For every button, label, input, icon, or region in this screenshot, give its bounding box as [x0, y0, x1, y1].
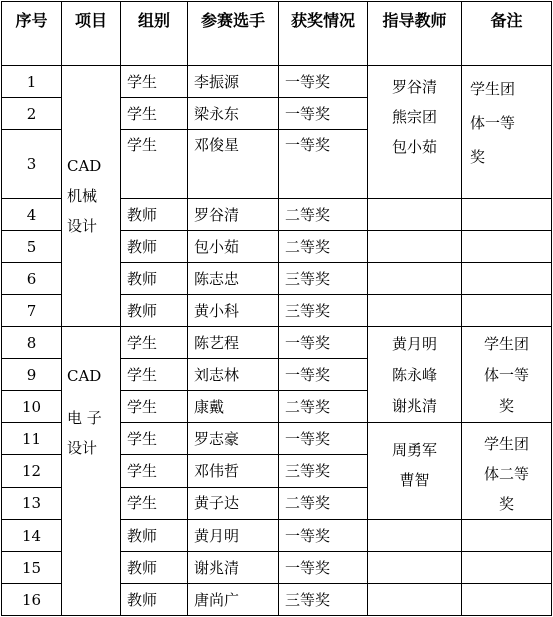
group-cell: 教师: [121, 295, 188, 327]
contestant-cell: 康戴: [188, 391, 279, 423]
award-cell: 二等奖: [279, 231, 368, 263]
note-group-2: 学生团 体一等 奖: [462, 327, 552, 423]
award-cell: 一等奖: [279, 552, 368, 584]
note-group-1: 学生团 体一等 奖: [462, 66, 552, 199]
row-number: 16: [2, 584, 62, 616]
project-cad-electronic: CAD 电 子 设计: [62, 327, 121, 616]
header-cell: 序号: [2, 2, 62, 66]
header-cell: 备注: [462, 2, 552, 66]
contestant-cell: 刘志林: [188, 359, 279, 391]
row-number: 11: [2, 423, 62, 455]
advisor-cell-empty: [368, 295, 462, 327]
group-cell: 学生: [121, 98, 188, 130]
group-cell: 学生: [121, 359, 188, 391]
contestant-cell: 黄小科: [188, 295, 279, 327]
group-cell: 学生: [121, 66, 188, 98]
group-cell: 学生: [121, 423, 188, 455]
award-cell: 一等奖: [279, 423, 368, 455]
award-cell: 一等奖: [279, 98, 368, 130]
contestant-cell: 唐尚广: [188, 584, 279, 616]
award-cell: 一等奖: [279, 520, 368, 552]
award-cell: 二等奖: [279, 199, 368, 231]
contestant-cell: 谢兆清: [188, 552, 279, 584]
group-cell: 学生: [121, 327, 188, 359]
header-cell: 项目: [62, 2, 121, 66]
project-cad-mechanical: CAD 机械 设计: [62, 66, 121, 327]
contestant-cell: 梁永东: [188, 98, 279, 130]
row-number: 2: [2, 98, 62, 130]
row-number: 15: [2, 552, 62, 584]
contestant-cell: 陈志忠: [188, 263, 279, 295]
header-cell: 获奖情况: [279, 2, 368, 66]
row-number: 12: [2, 455, 62, 487]
group-cell: 教师: [121, 584, 188, 616]
advisor-cell-empty: [368, 584, 462, 616]
row-number: 1: [2, 66, 62, 98]
note-group-3: 学生团 体二等 奖: [462, 423, 552, 520]
row-number: 8: [2, 327, 62, 359]
note-cell-empty: [462, 199, 552, 231]
note-cell-empty: [462, 552, 552, 584]
group-cell: 学生: [121, 130, 188, 199]
row-number: 5: [2, 231, 62, 263]
note-cell-empty: [462, 295, 552, 327]
row-number: 3: [2, 130, 62, 199]
contestant-cell: 黄子达: [188, 487, 279, 519]
contestant-cell: 黄月明: [188, 520, 279, 552]
group-cell: 学生: [121, 487, 188, 519]
row-number: 7: [2, 295, 62, 327]
note-cell-empty: [462, 231, 552, 263]
header-cell: 指导教师: [368, 2, 462, 66]
advisor-group-1: 罗谷清 熊宗团 包小茹: [368, 66, 462, 199]
award-cell: 三等奖: [279, 584, 368, 616]
award-cell: 一等奖: [279, 130, 368, 199]
row-number: 6: [2, 263, 62, 295]
advisor-cell-empty: [368, 199, 462, 231]
note-cell-empty: [462, 584, 552, 616]
table-row: [2, 66, 552, 98]
award-cell: 二等奖: [279, 391, 368, 423]
group-cell: 教师: [121, 552, 188, 584]
group-cell: 教师: [121, 520, 188, 552]
award-cell: 二等奖: [279, 487, 368, 519]
group-cell: 教师: [121, 231, 188, 263]
advisor-group-3: 周勇军 曹智: [368, 423, 462, 520]
row-number: 4: [2, 199, 62, 231]
advisor-cell-empty: [368, 231, 462, 263]
contestant-cell: 罗谷清: [188, 199, 279, 231]
contestant-cell: 邓伟哲: [188, 455, 279, 487]
group-cell: 学生: [121, 455, 188, 487]
group-cell: 教师: [121, 263, 188, 295]
award-cell: 一等奖: [279, 327, 368, 359]
advisor-cell-empty: [368, 552, 462, 584]
contestant-cell: 包小茹: [188, 231, 279, 263]
row-number: 13: [2, 487, 62, 519]
row-number: 9: [2, 359, 62, 391]
note-cell-empty: [462, 263, 552, 295]
group-cell: 教师: [121, 199, 188, 231]
header-cell: 参赛选手: [188, 2, 279, 66]
row-number: 14: [2, 520, 62, 552]
award-cell: 一等奖: [279, 359, 368, 391]
award-cell: 三等奖: [279, 295, 368, 327]
contestant-cell: 李振源: [188, 66, 279, 98]
advisor-cell-empty: [368, 263, 462, 295]
advisor-group-2: 黄月明 陈永峰 谢兆清: [368, 327, 462, 423]
group-cell: 学生: [121, 391, 188, 423]
award-cell: 三等奖: [279, 263, 368, 295]
contestant-cell: 陈艺程: [188, 327, 279, 359]
advisor-cell-empty: [368, 520, 462, 552]
header-cell: 组别: [121, 2, 188, 66]
row-number: 10: [2, 391, 62, 423]
award-cell: 三等奖: [279, 455, 368, 487]
contestant-cell: 罗志豪: [188, 423, 279, 455]
table-row: [2, 327, 552, 359]
header-row: [2, 2, 552, 66]
contestant-cell: 邓俊星: [188, 130, 279, 199]
award-cell: 一等奖: [279, 66, 368, 98]
note-cell-empty: [462, 520, 552, 552]
awards-table: [1, 1, 552, 616]
